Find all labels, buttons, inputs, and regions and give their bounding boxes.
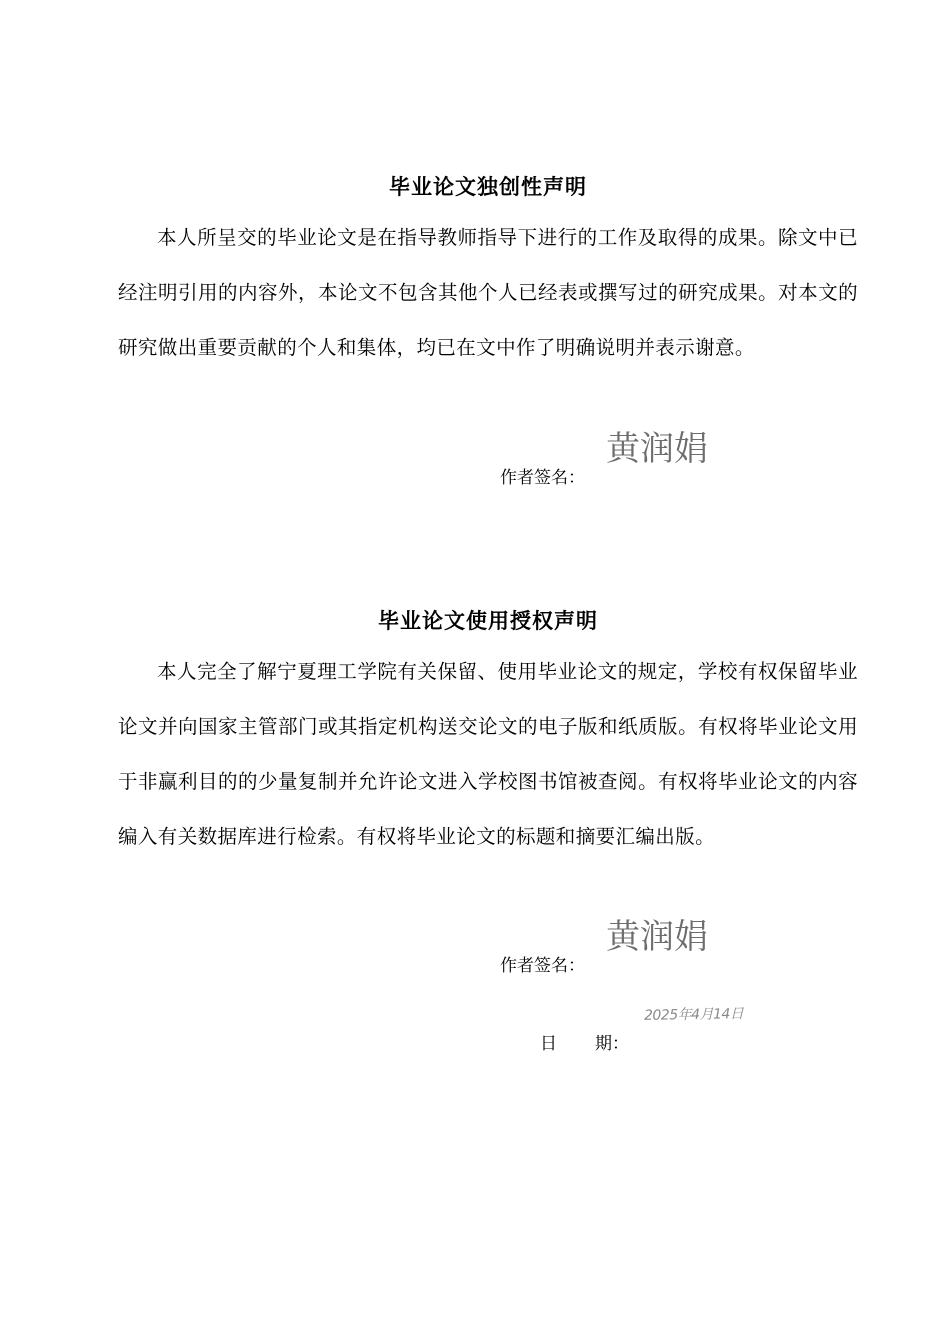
signature-image — [604, 912, 724, 960]
signature-text: 黄润娟 — [606, 917, 708, 957]
signature-label: 作者签名： — [500, 956, 585, 976]
authorization-title: 毕业论文使用授权声明 — [378, 608, 598, 633]
originality-paragraph: 本人所呈交的毕业论文是在指导教师指导下进行的工作及取得的成果。除文中已经注明引用的内容外，本论文不包含其他个人已经表或撰写过的研究成果。对本文的研究做出重要贡献的个人和集体，均已在文中作了明确说明并表示谢意。 — [118, 226, 858, 359]
authorization-signature-line — [500, 954, 585, 978]
signature-label: 作者签名： — [500, 468, 585, 488]
date-label-day: 日 — [540, 1034, 557, 1054]
date-label-period: 期： — [595, 1034, 629, 1054]
signature-image — [604, 424, 724, 472]
handwritten-signature — [604, 912, 724, 960]
originality-title: 毕业论文独创性声明 — [389, 174, 587, 199]
signature-text: 黄润娟 — [606, 429, 708, 469]
handwritten-date: 2025年4月14日 — [643, 1006, 744, 1024]
authorization-paragraph: 本人完全了解宁夏理工学院有关保留、使用毕业论文的规定，学校有权保留毕业论文并向国家主管部门或其指定机构送交论文的电子版和纸质版。有权将毕业论文用于非赢利目的的少量复制并允许论文进入学校图书馆被查阅。有权将毕业论文的内容编入有关数据库进行检索。有权将毕业论文的标题和摘要汇编出版。 — [118, 660, 858, 848]
originality-declaration — [118, 170, 858, 375]
authorization-declaration — [118, 604, 858, 864]
originality-signature-line — [500, 466, 585, 490]
handwritten-signature — [604, 424, 724, 472]
date-line — [540, 1032, 629, 1056]
